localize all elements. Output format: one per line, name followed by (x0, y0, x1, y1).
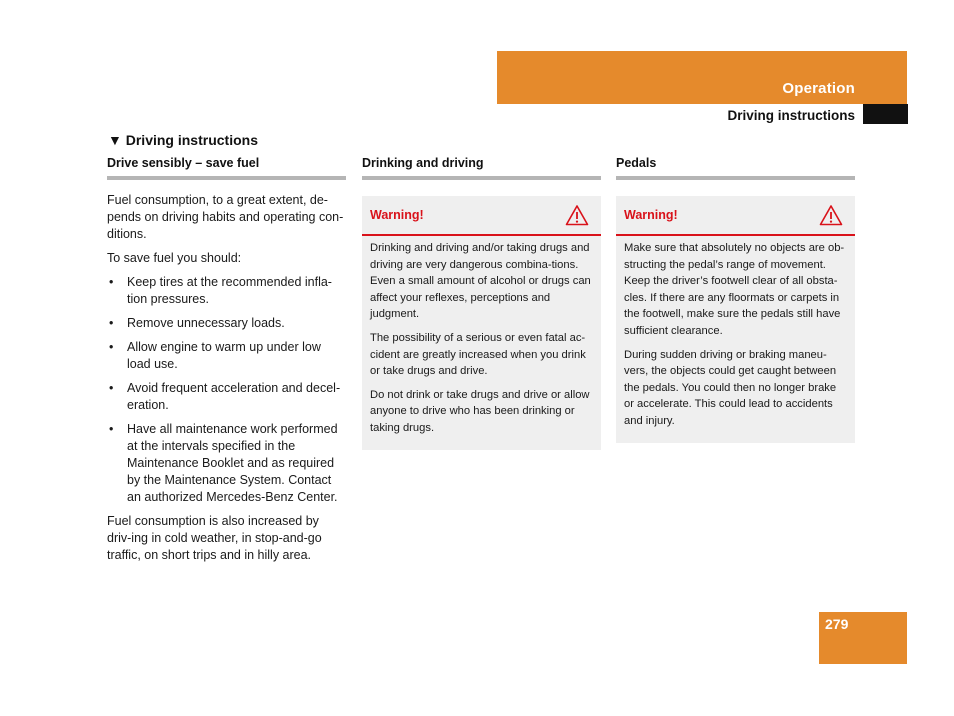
warning-label: Warning! (624, 208, 678, 222)
warning-body (616, 236, 855, 430)
list-item-text: Allow engine to warm up under low load use. (127, 340, 321, 371)
list-item (107, 339, 346, 373)
chapter-tab-marker (863, 104, 908, 124)
bullet-icon: • (109, 381, 114, 395)
bullet-icon: • (109, 316, 114, 330)
warning-paragraph: The possibility of a serious or even fatal ac-cident are greatly increased when you drink or take drugs and drive. (370, 331, 586, 378)
warning-label: Warning! (370, 208, 424, 222)
warning-paragraph: During sudden driving or braking maneu-vers, the objects could get caught between the pedals. You could then no longer brake or accelerate. This could lead to accidents and injury. (624, 348, 837, 427)
warning-paragraph: Do not drink or take drugs and drive or allow anyone to drive who has been drinking or taking drugs. (370, 388, 590, 434)
list-item-text: Remove unnecessary loads. (127, 316, 285, 330)
bullet-icon: • (109, 422, 114, 436)
list-item-text: Avoid frequent acceleration and decel-eration. (127, 381, 341, 412)
warning-triangle-icon (565, 204, 589, 226)
warning-header (616, 196, 855, 236)
subsection-title: Driving instructions (727, 108, 855, 123)
column-heading: Pedals (616, 156, 855, 180)
warning-triangle-icon (819, 204, 843, 226)
intro-paragraph: Fuel consumption, to a great extent, de-pends on driving habits and operating con-ditions. (107, 193, 344, 241)
warning-paragraph: Make sure that absolutely no objects are ob-structing the pedal’s range of movement. Keep the driver’s footwell clear of all obsta-cles. If there are any floormats or carpets in the footwell, make sure the pedals still have sufficient clearance. (624, 242, 845, 337)
list-item (107, 380, 346, 414)
chapter-header-bar (497, 51, 907, 104)
chapter-title: Operation (782, 80, 855, 97)
warning-header (362, 196, 601, 236)
warning-box (362, 196, 601, 450)
list-item (107, 421, 346, 506)
triangle-down-icon: ▼ (108, 132, 122, 148)
list-item-text: Keep tires at the recommended infla-tion pressures. (127, 275, 332, 306)
column-drinking-driving (362, 156, 601, 450)
list-item (107, 274, 346, 308)
warning-body (362, 236, 601, 437)
lead-paragraph: To save fuel you should: (107, 251, 242, 265)
section-heading (108, 132, 258, 148)
list-item-text: Have all maintenance work performed at the intervals specified in the Maintenance Booklet and as required by the Maintenance System. Contact an authorized Mercedes-Benz Center. (127, 422, 338, 504)
column-save-fuel (107, 156, 346, 564)
warning-box (616, 196, 855, 443)
closing-paragraph: Fuel consumption is also increased by driv-ing in cold weather, in stop-and-go traffic, on short trips and in hilly area. (107, 514, 322, 562)
section-heading-text: Driving instructions (125, 132, 258, 148)
page-number-box (819, 612, 907, 664)
bullet-icon: • (109, 275, 114, 289)
bullet-icon: • (109, 340, 114, 354)
column-heading: Drinking and driving (362, 156, 601, 180)
column-heading: Drive sensibly – save fuel (107, 156, 346, 180)
page-number: 279 (825, 616, 849, 632)
warning-paragraph: Drinking and driving and/or taking drugs and driving are very dangerous combina-tions. Even a small amount of alcohol or drugs can affect your reflexes, perceptions and judgment. (370, 242, 591, 321)
column-pedals (616, 156, 855, 443)
list-item (107, 315, 346, 332)
tips-list (107, 274, 346, 506)
